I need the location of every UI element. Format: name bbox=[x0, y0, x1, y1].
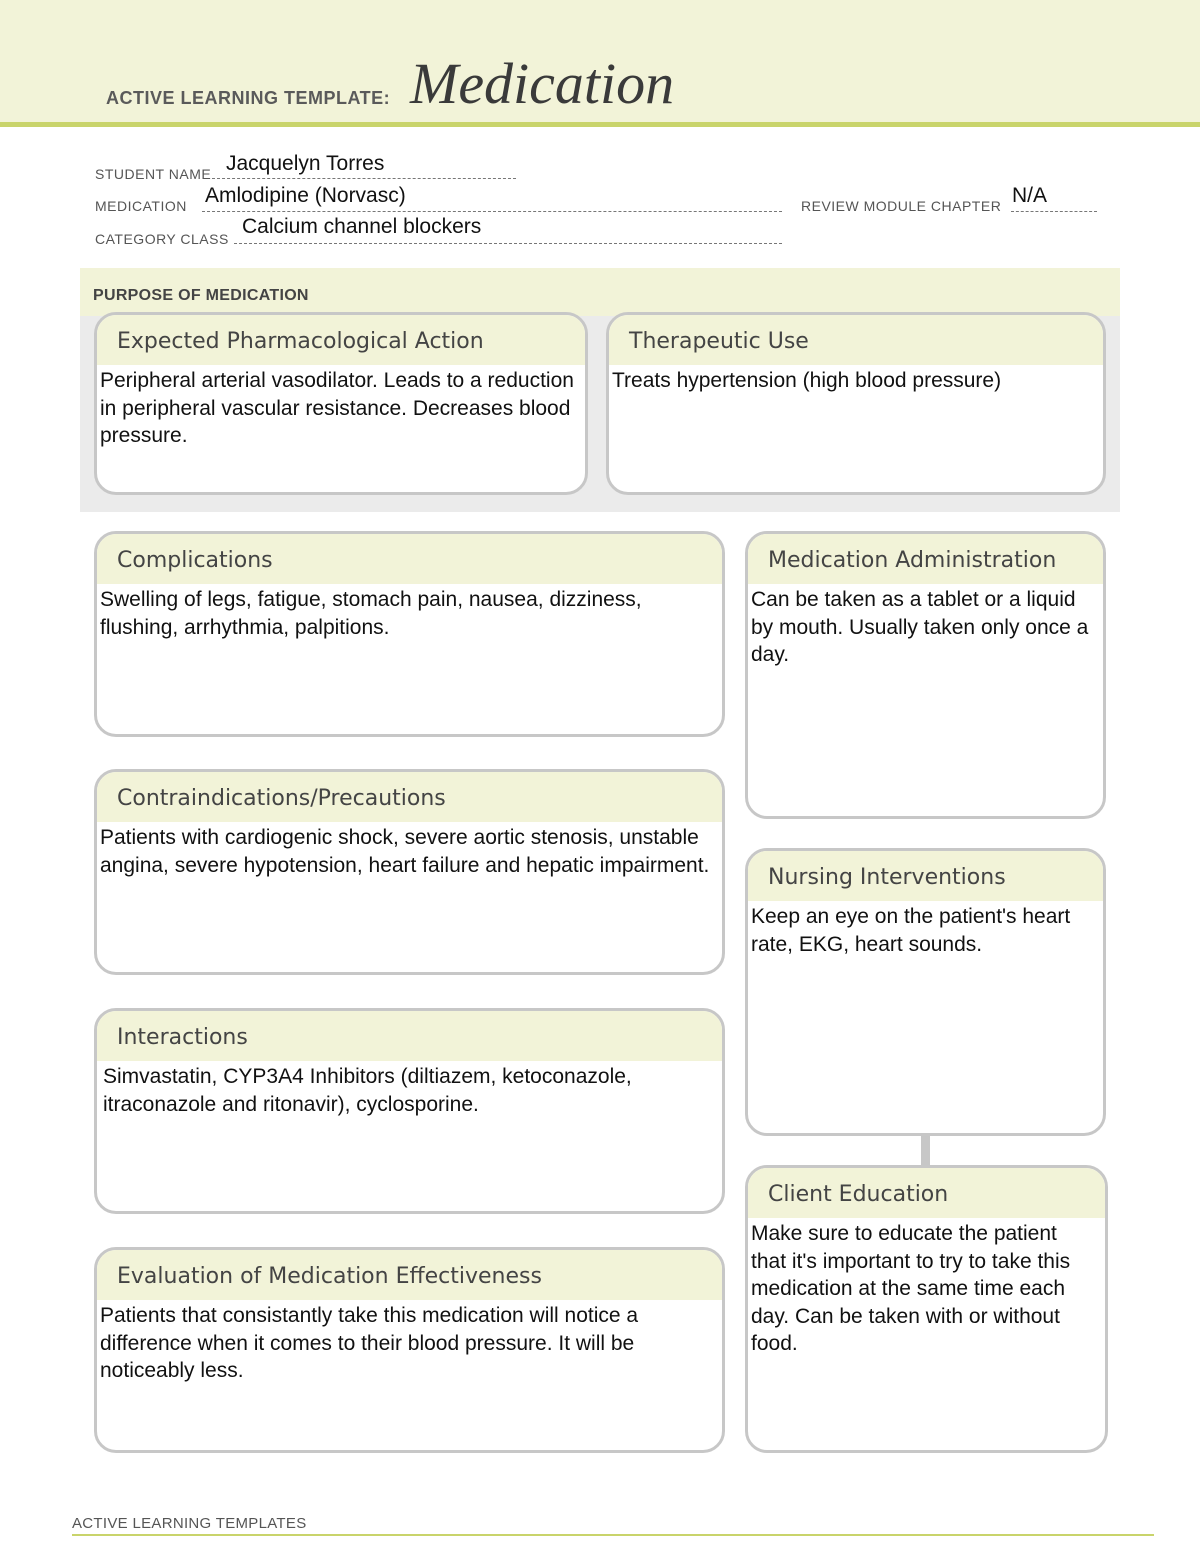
complications-card bbox=[94, 531, 725, 737]
student-name-label: STUDENT NAME bbox=[95, 166, 212, 182]
footer-rule bbox=[72, 1534, 1154, 1536]
medication-administration-text[interactable]: Can be taken as a tablet or a liquid by mouth. Usually taken only once a day. bbox=[751, 588, 1089, 666]
expected-action-heading: Expected Pharmacological Action bbox=[97, 315, 585, 365]
nursing-interventions-text[interactable]: Keep an eye on the patient's heart rate, EKG, heart sounds. bbox=[751, 905, 1071, 956]
review-module-field[interactable]: N/A bbox=[1012, 184, 1048, 207]
complications-text[interactable]: Swelling of legs, fatigue, stomach pain, nausea, dizziness, flushing, arrhythmia, palpitions. bbox=[100, 588, 642, 639]
evaluation-card bbox=[94, 1247, 725, 1453]
nursing-interventions-heading: Nursing Interventions bbox=[748, 851, 1103, 901]
therapeutic-use-card bbox=[606, 312, 1106, 495]
medication-line bbox=[202, 211, 782, 212]
medication-administration-card bbox=[745, 531, 1106, 819]
contraindications-heading: Contraindications/Precautions bbox=[97, 772, 722, 822]
purpose-title: PURPOSE OF MEDICATION bbox=[93, 287, 309, 304]
evaluation-text[interactable]: Patients that consistantly take this medication will notice a difference when it comes to their blood pressure. It will be noticeably less. bbox=[100, 1304, 639, 1382]
nursing-interventions-card bbox=[745, 848, 1106, 1136]
category-class-label: CATEGORY CLASS bbox=[95, 231, 229, 247]
template-label: ACTIVE LEARNING TEMPLATE: bbox=[106, 88, 391, 108]
student-name-line bbox=[212, 178, 516, 179]
medication-label: MEDICATION bbox=[95, 198, 187, 214]
interactions-card bbox=[94, 1008, 725, 1214]
therapeutic-use-text[interactable]: Treats hypertension (high blood pressure) bbox=[612, 369, 1002, 392]
evaluation-heading: Evaluation of Medication Effectiveness bbox=[97, 1250, 722, 1300]
client-education-text[interactable]: Make sure to educate the patient that it's important to try to take this medication at the same time each day. Can be taken with or without food. bbox=[751, 1222, 1071, 1355]
category-class-field[interactable]: Calcium channel blockers bbox=[242, 215, 482, 238]
category-class-line bbox=[234, 243, 782, 244]
client-education-card bbox=[745, 1165, 1108, 1453]
column-connector bbox=[921, 1136, 930, 1166]
contraindications-text[interactable]: Patients with cardiogenic shock, severe aortic stenosis, unstable angina, severe hypotension, heart failure and hepatic impairment. bbox=[100, 826, 710, 877]
expected-action-card bbox=[94, 312, 588, 495]
therapeutic-use-heading: Therapeutic Use bbox=[609, 315, 1103, 365]
header-rule bbox=[0, 122, 1200, 127]
review-module-label: REVIEW MODULE CHAPTER bbox=[801, 198, 1002, 214]
page-title: Medication bbox=[410, 51, 675, 116]
interactions-heading: Interactions bbox=[97, 1011, 722, 1061]
complications-heading: Complications bbox=[97, 534, 722, 584]
footer-label: ACTIVE LEARNING TEMPLATES bbox=[72, 1515, 307, 1532]
review-module-line bbox=[1011, 211, 1097, 212]
interactions-text[interactable]: Simvastatin, CYP3A4 Inhibitors (diltiazem, ketoconazole, itraconazole and ritonavir), cyclosporine. bbox=[103, 1065, 632, 1116]
medication-field[interactable]: Amlodipine (Norvasc) bbox=[205, 184, 406, 207]
client-education-heading: Client Education bbox=[748, 1168, 1105, 1218]
student-name-field[interactable]: Jacquelyn Torres bbox=[226, 152, 385, 175]
medication-administration-heading: Medication Administration bbox=[748, 534, 1103, 584]
contraindications-card bbox=[94, 769, 725, 975]
expected-action-text[interactable]: Peripheral arterial vasodilator. Leads to a reduction in peripheral vascular resistance. Decreases blood pressure. bbox=[100, 369, 574, 447]
